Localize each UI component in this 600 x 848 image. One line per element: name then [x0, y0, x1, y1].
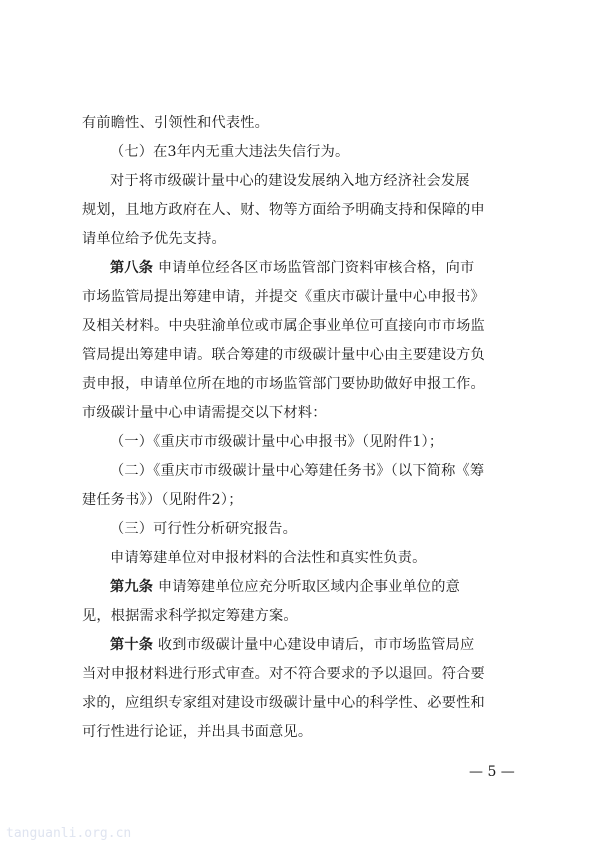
- article-10-label: 第十条: [110, 637, 154, 653]
- paragraph-line: （七）在3年内无重大违法失信行为。: [110, 144, 350, 160]
- paragraph-line: 管局提出筹建申请。联合筹建的市级碳计量中心由主要建设方负: [82, 347, 485, 363]
- paragraph-line: 有前瞻性、引领性和代表性。: [82, 115, 270, 131]
- article-9-label: 第九条: [110, 579, 154, 595]
- paragraph-line: （三）可行性分析研究报告。: [110, 521, 298, 537]
- paragraph-line: 求的，应组织专家组对建设市级碳计量中心的科学性、必要性和: [82, 695, 485, 711]
- article-9-text: 申请筹建单位应充分听取区域内企事业单位的意: [157, 579, 461, 595]
- article-8-line: [110, 258, 474, 278]
- article-9-line: [110, 577, 460, 597]
- article-8-label: 第八条: [110, 260, 154, 276]
- article-10-text: 收到市级碳计量中心建设申请后，市市场监管局应: [157, 637, 475, 653]
- paragraph-line: 市级碳计量中心申请需提交以下材料：: [82, 405, 327, 421]
- article-10-line: [110, 635, 474, 655]
- paragraph-line: 责申报，申请单位所在地的市场监管部门要协助做好申报工作。: [82, 376, 485, 392]
- paragraph-line: （二）《重庆市市级碳计量中心筹建任务书》（以下简称《筹: [110, 463, 485, 479]
- paragraph-line: （一）《重庆市市级碳计量中心申报书》（见附件1）；: [110, 434, 444, 450]
- page-number: — 5 —: [469, 764, 515, 780]
- paragraph-line: 建任务书》）（见附件2）；: [82, 492, 243, 508]
- paragraph-line: 请单位给予优先支持。: [82, 231, 226, 247]
- paragraph-line: 及相关材料。中央驻渝单位或市属企事业单位可直接向市市场监: [82, 318, 485, 334]
- paragraph-line: 对于将市级碳计量中心的建设发展纳入地方经济社会发展: [110, 173, 470, 189]
- paragraph-line: 当对申报材料进行形式审查。对不符合要求的予以退回。符合要: [82, 666, 485, 682]
- paragraph-line: 见，根据需求科学拟定筹建方案。: [82, 608, 298, 624]
- paragraph-line: 可行性进行论证，并出具书面意见。: [82, 724, 313, 740]
- article-8-text: 申请单位经各区市场监管部门资料审核合格，向市: [157, 260, 475, 276]
- watermark: tanguanli.org.cn: [6, 826, 132, 841]
- paragraph-line: 规划，且地方政府在人、财、物等方面给予明确支持和保障的申: [82, 202, 485, 218]
- paragraph-line: 申请筹建单位对申报材料的合法性和真实性负责。: [110, 550, 427, 566]
- paragraph-line: 市场监管局提出筹建申请，并提交《重庆市碳计量中心申报书》: [82, 289, 485, 305]
